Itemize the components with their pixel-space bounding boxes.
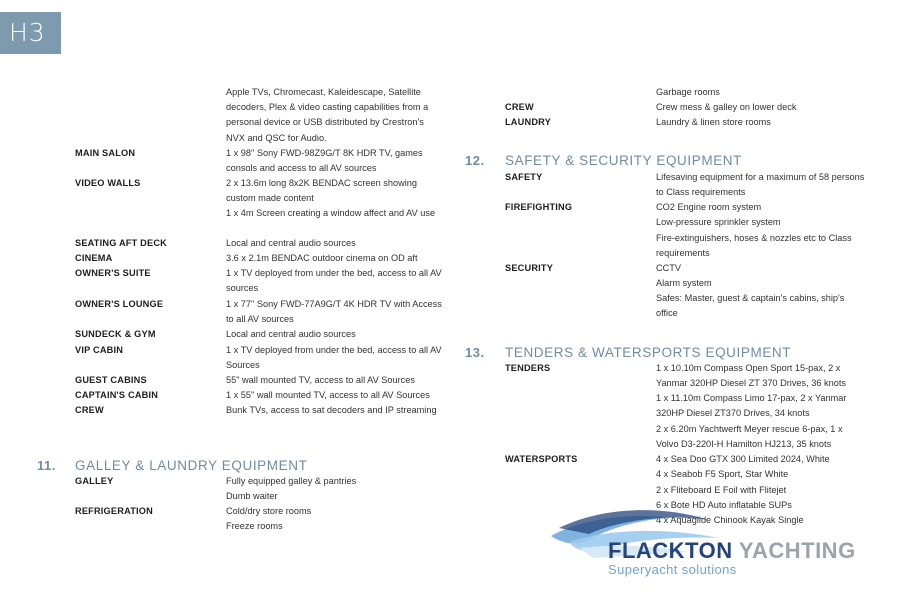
spec-value-firefighting: CO2 Engine room system [656,202,762,212]
spec-label-safety: SAFETY [505,172,543,182]
spec-value-garbage: Garbage rooms [656,87,720,97]
spec-value-safety: Lifesaving equipment for a maximum of 58 persons to Class requirements [656,172,865,198]
section-number: 11. [37,458,56,473]
spec-value-refrigeration-2: Freeze rooms [226,521,283,531]
spec-value-seating-aft-deck: Local and central audio sources [226,238,356,248]
spec-label-vip-cabin: VIP CABIN [75,345,124,355]
spec-value-watersports-4: 6 x Bote HD Auto inflatable SUPs [656,500,792,510]
spec-label-owners-lounge: OWNER'S LOUNGE [75,299,164,309]
spec-value-refrigeration: Cold/dry store rooms [226,506,312,516]
spec-label-main-salon: MAIN SALON [75,148,136,158]
section-title: TENDERS & WATERSPORTS EQUIPMENT [505,345,792,360]
spec-value-firefighting-2: Low-pressure sprinkler system [656,217,781,227]
spec-value-video-walls-2: 1 x 4m Screen creating a window affect and AV use [226,208,436,218]
spec-value-crew-mess: Crew mess & galley on lower deck [656,102,797,112]
spec-value-crew: Bunk TVs, access to sat decoders and IP streaming [226,405,437,415]
spec-value-cinema: 3.6 x 2.1m BENDAC outdoor cinema on OD aft [226,253,418,263]
spec-value-guest-cabins: 55" wall mounted TV, access to all AV Sources [226,375,415,385]
spec-label-guest-cabins: GUEST CABINS [75,375,147,385]
spec-label-crew: CREW [75,405,104,415]
spec-label-captains-cabin: CAPTAIN'S CABIN [75,390,159,400]
spec-value-av-intro: Apple TVs, Chromecast, Kaleidescape, Satellite decoders, Plex & video casting capabilities from a personal device or USB distributed by Crestron's NVX and QSC for Audio. [226,87,429,143]
spec-label-security: SECURITY [505,263,554,273]
section-number: 12. [465,153,485,168]
spec-label-refrigeration: REFRIGERATION [75,506,153,516]
spec-value-security: CCTV [656,263,682,273]
spec-label-galley: GALLEY [75,476,114,486]
logo-word-flackton: FLACKTON [608,538,733,563]
spec-label-tenders: TENDERS [505,363,551,373]
spec-value-galley-2: Dumb waiter [226,491,278,501]
spec-value-tenders-3: 2 x 6.20m Yachtwerft Meyer rescue 6-pax, 1 x Volvo D3-220I-H Hamilton HJ213, 35 knots [656,424,843,450]
logo-wordmark [608,538,856,564]
spec-value-owners-lounge: 1 x 77" Sony FWD-77A9G/T 4K HDR TV with Access to all AV sources [226,299,442,325]
spec-value-security-2: Alarm system [656,278,712,288]
spec-value-watersports-5: 4 x Aquaglide Chinook Kayak Single [656,515,804,525]
spec-value-watersports: 4 x Sea Doo GTX 300 Limited 2024, White [656,454,830,464]
section-title: SAFETY & SECURITY EQUIPMENT [505,153,742,168]
spec-value-tenders-2: 1 x 11.10m Compass Limo 17-pax, 2 x Yanmar 320HP Diesel ZT370 Drives, 34 knots [656,393,847,419]
section-number: 13. [465,345,485,360]
spec-label-firefighting: FIREFIGHTING [505,202,573,212]
spec-label-owners-suite: OWNER'S SUITE [75,268,151,278]
spec-value-galley: Fully equipped galley & pantries [226,476,357,486]
spec-label-seating-aft-deck: SEATING AFT DECK [75,238,168,248]
section-title: GALLEY & LAUNDRY EQUIPMENT [75,458,308,473]
page-section-tab: H3 [0,12,61,54]
spec-label-cinema: CINEMA [75,253,113,263]
spec-label-watersports: WATERSPORTS [505,454,578,464]
spec-label-sundeck-gym: SUNDECK & GYM [75,329,156,339]
spec-value-watersports-3: 2 x Fliteboard E Foil with Flitejet [656,485,787,495]
spec-label-video-walls: VIDEO WALLS [75,178,141,188]
spec-value-laundry: Laundry & linen store rooms [656,117,771,127]
spec-label-crew-mess: CREW [505,102,534,112]
spec-value-tenders: 1 x 10.10m Compass Open Sport 15-pax, 2 x Yanmar 320HP Diesel ZT 370 Drives, 36 knots [656,363,846,389]
logo-word-yachting: YACHTING [738,538,856,563]
spec-value-watersports-2: 4 x Seabob F5 Sport, Star White [656,469,789,479]
logo-tagline: Superyacht solutions [608,562,737,577]
spec-value-firefighting-3: Fire-extinguishers, hoses & nozzles etc to Class requirements [656,233,852,259]
spec-value-sundeck-gym: Local and central audio sources [226,329,356,339]
spec-value-captains-cabin: 1 x 55" wall mounted TV, access to all AV Sources [226,390,430,400]
spec-value-vip-cabin: 1 x TV deployed from under the bed, access to all AV Sources [226,345,442,371]
spec-value-owners-suite: 1 x TV deployed from under the bed, access to all AV sources [226,268,442,294]
spec-value-video-walls: 2 x 13.6m long 8x2K BENDAC screen showing custom made content [226,178,417,204]
spec-value-main-salon: 1 x 98" Sony FWD-98Z9G/T 8K HDR TV, games consols and access to all AV sources [226,148,423,174]
spec-value-security-3: Safes: Master, guest & captain's cabins, ship's office [656,293,845,319]
spec-label-laundry: LAUNDRY [505,117,551,127]
